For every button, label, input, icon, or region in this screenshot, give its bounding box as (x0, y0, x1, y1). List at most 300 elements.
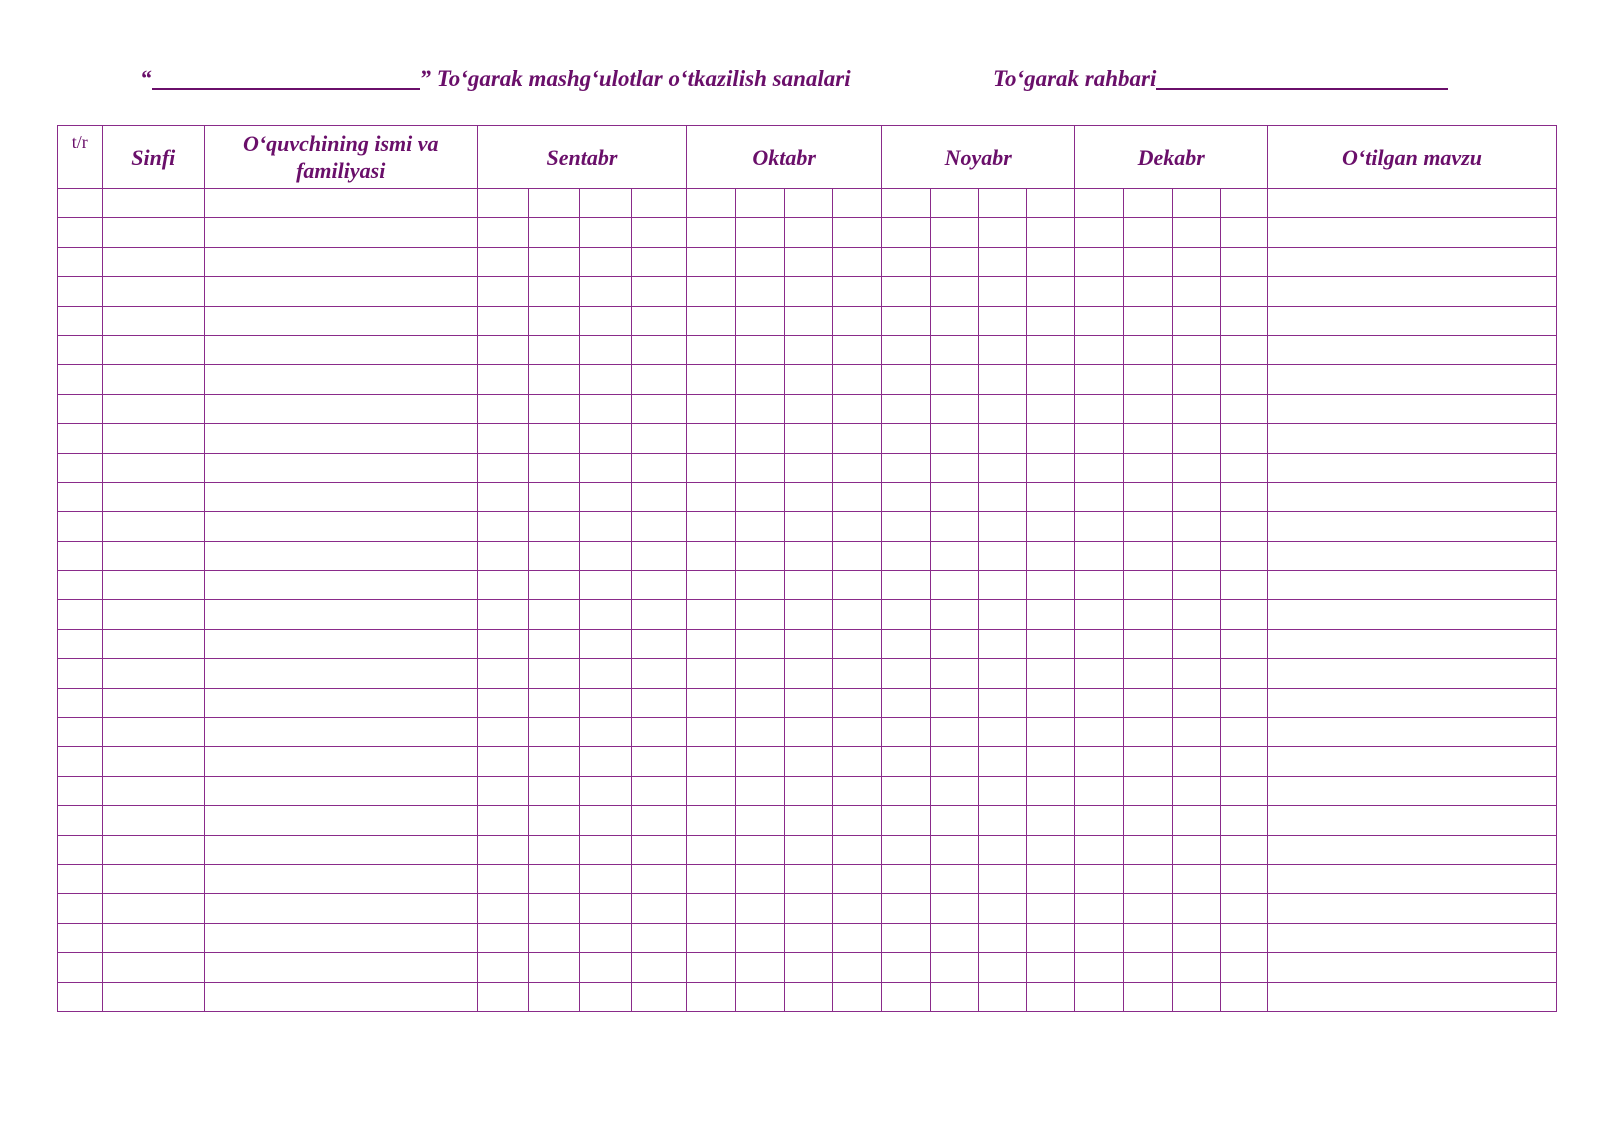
table-cell[interactable] (1124, 659, 1173, 688)
table-cell[interactable] (579, 453, 631, 482)
table-cell[interactable] (631, 982, 687, 1011)
table-cell[interactable] (930, 864, 979, 893)
table-cell[interactable] (631, 894, 687, 923)
table-cell[interactable] (477, 424, 529, 453)
table-cell[interactable] (1268, 365, 1557, 394)
table-cell[interactable] (930, 982, 979, 1011)
table-cell[interactable] (58, 571, 103, 600)
table-cell[interactable] (102, 424, 204, 453)
table-cell[interactable] (1026, 835, 1075, 864)
table-cell[interactable] (1268, 424, 1557, 453)
table-cell[interactable] (102, 806, 204, 835)
table-cell[interactable] (735, 600, 784, 629)
table-cell[interactable] (930, 923, 979, 952)
table-cell[interactable] (735, 571, 784, 600)
table-cell[interactable] (784, 512, 833, 541)
table-cell[interactable] (979, 218, 1027, 247)
table-cell[interactable] (1221, 571, 1268, 600)
table-cell[interactable] (631, 482, 687, 511)
table-cell[interactable] (1026, 541, 1075, 570)
table-cell[interactable] (881, 453, 930, 482)
table-cell[interactable] (1075, 512, 1124, 541)
table-cell[interactable] (477, 718, 529, 747)
table-cell[interactable] (979, 189, 1027, 218)
table-cell[interactable] (631, 718, 687, 747)
table-cell[interactable] (204, 541, 477, 570)
table-cell[interactable] (735, 306, 784, 335)
table-cell[interactable] (930, 659, 979, 688)
table-cell[interactable] (979, 306, 1027, 335)
table-cell[interactable] (833, 659, 882, 688)
table-cell[interactable] (579, 923, 631, 952)
table-cell[interactable] (1075, 982, 1124, 1011)
table-cell[interactable] (529, 277, 580, 306)
table-cell[interactable] (631, 806, 687, 835)
table-cell[interactable] (1026, 747, 1075, 776)
table-cell[interactable] (930, 747, 979, 776)
table-cell[interactable] (102, 718, 204, 747)
table-cell[interactable] (735, 541, 784, 570)
table-cell[interactable] (477, 394, 529, 423)
table-cell[interactable] (102, 776, 204, 805)
table-cell[interactable] (1124, 512, 1173, 541)
table-cell[interactable] (930, 453, 979, 482)
table-cell[interactable] (204, 776, 477, 805)
table-cell[interactable] (579, 776, 631, 805)
table-cell[interactable] (529, 571, 580, 600)
table-cell[interactable] (1268, 306, 1557, 335)
table-cell[interactable] (735, 453, 784, 482)
table-cell[interactable] (833, 512, 882, 541)
table-cell[interactable] (102, 306, 204, 335)
table-cell[interactable] (881, 335, 930, 364)
table-cell[interactable] (1026, 629, 1075, 658)
table-cell[interactable] (881, 659, 930, 688)
table-cell[interactable] (687, 306, 736, 335)
table-cell[interactable] (477, 512, 529, 541)
table-cell[interactable] (735, 864, 784, 893)
table-cell[interactable] (579, 541, 631, 570)
table-cell[interactable] (833, 365, 882, 394)
table-cell[interactable] (735, 806, 784, 835)
table-cell[interactable] (631, 424, 687, 453)
table-cell[interactable] (1172, 482, 1221, 511)
table-cell[interactable] (930, 600, 979, 629)
table-cell[interactable] (687, 365, 736, 394)
table-cell[interactable] (833, 747, 882, 776)
table-cell[interactable] (1026, 306, 1075, 335)
table-cell[interactable] (1124, 953, 1173, 982)
table-cell[interactable] (930, 365, 979, 394)
table-cell[interactable] (529, 629, 580, 658)
table-cell[interactable] (579, 365, 631, 394)
table-cell[interactable] (1268, 512, 1557, 541)
table-cell[interactable] (735, 659, 784, 688)
table-cell[interactable] (979, 482, 1027, 511)
table-cell[interactable] (1268, 982, 1557, 1011)
table-cell[interactable] (930, 806, 979, 835)
table-cell[interactable] (1124, 424, 1173, 453)
table-cell[interactable] (529, 482, 580, 511)
table-cell[interactable] (687, 864, 736, 893)
table-cell[interactable] (529, 718, 580, 747)
table-cell[interactable] (1026, 218, 1075, 247)
table-cell[interactable] (204, 688, 477, 717)
table-cell[interactable] (579, 953, 631, 982)
table-cell[interactable] (204, 512, 477, 541)
table-cell[interactable] (735, 394, 784, 423)
table-cell[interactable] (58, 335, 103, 364)
table-cell[interactable] (631, 953, 687, 982)
table-cell[interactable] (477, 776, 529, 805)
table-cell[interactable] (1026, 776, 1075, 805)
table-cell[interactable] (1221, 688, 1268, 717)
table-cell[interactable] (784, 718, 833, 747)
table-cell[interactable] (784, 453, 833, 482)
table-cell[interactable] (1075, 306, 1124, 335)
table-cell[interactable] (631, 747, 687, 776)
table-cell[interactable] (1221, 629, 1268, 658)
table-cell[interactable] (833, 688, 882, 717)
table-cell[interactable] (1124, 306, 1173, 335)
table-cell[interactable] (979, 923, 1027, 952)
table-cell[interactable] (1075, 747, 1124, 776)
table-cell[interactable] (1124, 189, 1173, 218)
table-cell[interactable] (102, 629, 204, 658)
table-cell[interactable] (102, 247, 204, 276)
table-cell[interactable] (1026, 864, 1075, 893)
table-cell[interactable] (204, 335, 477, 364)
table-cell[interactable] (687, 982, 736, 1011)
table-cell[interactable] (102, 335, 204, 364)
table-cell[interactable] (979, 394, 1027, 423)
table-cell[interactable] (204, 218, 477, 247)
table-cell[interactable] (1221, 923, 1268, 952)
table-cell[interactable] (529, 776, 580, 805)
table-cell[interactable] (833, 277, 882, 306)
table-cell[interactable] (881, 277, 930, 306)
table-cell[interactable] (204, 982, 477, 1011)
table-cell[interactable] (1172, 277, 1221, 306)
table-cell[interactable] (930, 424, 979, 453)
table-cell[interactable] (1221, 482, 1268, 511)
table-cell[interactable] (930, 394, 979, 423)
table-cell[interactable] (1221, 365, 1268, 394)
table-cell[interactable] (631, 923, 687, 952)
table-cell[interactable] (477, 335, 529, 364)
leader-name-blank[interactable] (1156, 66, 1448, 90)
table-cell[interactable] (979, 453, 1027, 482)
table-cell[interactable] (687, 659, 736, 688)
table-cell[interactable] (1221, 953, 1268, 982)
table-cell[interactable] (529, 688, 580, 717)
table-cell[interactable] (631, 864, 687, 893)
table-cell[interactable] (477, 541, 529, 570)
table-cell[interactable] (1172, 218, 1221, 247)
table-cell[interactable] (687, 835, 736, 864)
table-cell[interactable] (1221, 218, 1268, 247)
table-cell[interactable] (833, 864, 882, 893)
table-cell[interactable] (1221, 247, 1268, 276)
table-cell[interactable] (102, 482, 204, 511)
table-cell[interactable] (58, 247, 103, 276)
table-cell[interactable] (1268, 482, 1557, 511)
table-cell[interactable] (579, 806, 631, 835)
table-cell[interactable] (529, 923, 580, 952)
table-cell[interactable] (881, 629, 930, 658)
table-cell[interactable] (579, 306, 631, 335)
table-cell[interactable] (881, 953, 930, 982)
table-cell[interactable] (102, 394, 204, 423)
table-cell[interactable] (1075, 189, 1124, 218)
table-cell[interactable] (1268, 864, 1557, 893)
table-cell[interactable] (735, 953, 784, 982)
table-cell[interactable] (979, 776, 1027, 805)
table-cell[interactable] (204, 894, 477, 923)
table-cell[interactable] (833, 306, 882, 335)
table-cell[interactable] (735, 335, 784, 364)
table-cell[interactable] (784, 335, 833, 364)
table-cell[interactable] (833, 453, 882, 482)
table-cell[interactable] (687, 277, 736, 306)
table-cell[interactable] (58, 453, 103, 482)
table-cell[interactable] (1026, 365, 1075, 394)
table-cell[interactable] (204, 864, 477, 893)
table-cell[interactable] (881, 923, 930, 952)
table-cell[interactable] (1221, 835, 1268, 864)
table-cell[interactable] (1172, 424, 1221, 453)
table-cell[interactable] (1221, 394, 1268, 423)
table-cell[interactable] (477, 864, 529, 893)
table-cell[interactable] (204, 277, 477, 306)
table-cell[interactable] (833, 571, 882, 600)
table-cell[interactable] (833, 335, 882, 364)
table-cell[interactable] (735, 982, 784, 1011)
table-cell[interactable] (784, 806, 833, 835)
table-cell[interactable] (631, 306, 687, 335)
table-cell[interactable] (204, 747, 477, 776)
table-cell[interactable] (1026, 688, 1075, 717)
table-cell[interactable] (833, 394, 882, 423)
table-cell[interactable] (1268, 571, 1557, 600)
table-cell[interactable] (979, 600, 1027, 629)
table-cell[interactable] (1124, 982, 1173, 1011)
table-cell[interactable] (1268, 776, 1557, 805)
table-cell[interactable] (1172, 776, 1221, 805)
table-cell[interactable] (784, 982, 833, 1011)
table-cell[interactable] (687, 189, 736, 218)
table-cell[interactable] (687, 953, 736, 982)
table-cell[interactable] (58, 218, 103, 247)
table-cell[interactable] (1124, 277, 1173, 306)
table-cell[interactable] (58, 394, 103, 423)
table-cell[interactable] (58, 600, 103, 629)
table-cell[interactable] (784, 277, 833, 306)
table-cell[interactable] (1026, 424, 1075, 453)
table-cell[interactable] (58, 835, 103, 864)
table-cell[interactable] (58, 718, 103, 747)
table-cell[interactable] (204, 424, 477, 453)
table-cell[interactable] (1221, 600, 1268, 629)
table-cell[interactable] (204, 189, 477, 218)
table-cell[interactable] (881, 218, 930, 247)
table-cell[interactable] (102, 688, 204, 717)
table-cell[interactable] (204, 365, 477, 394)
table-cell[interactable] (979, 424, 1027, 453)
table-cell[interactable] (1268, 747, 1557, 776)
table-cell[interactable] (631, 629, 687, 658)
table-cell[interactable] (881, 688, 930, 717)
table-cell[interactable] (1172, 453, 1221, 482)
table-cell[interactable] (784, 629, 833, 658)
table-cell[interactable] (687, 247, 736, 276)
table-cell[interactable] (784, 864, 833, 893)
table-cell[interactable] (579, 335, 631, 364)
club-name-blank[interactable] (152, 66, 420, 90)
table-cell[interactable] (477, 571, 529, 600)
table-cell[interactable] (1221, 189, 1268, 218)
table-cell[interactable] (1172, 306, 1221, 335)
table-cell[interactable] (881, 894, 930, 923)
table-cell[interactable] (1124, 629, 1173, 658)
table-cell[interactable] (477, 982, 529, 1011)
table-cell[interactable] (1075, 541, 1124, 570)
table-cell[interactable] (1268, 894, 1557, 923)
table-cell[interactable] (1268, 600, 1557, 629)
table-cell[interactable] (579, 277, 631, 306)
table-cell[interactable] (529, 189, 580, 218)
table-cell[interactable] (102, 189, 204, 218)
table-cell[interactable] (1221, 659, 1268, 688)
table-cell[interactable] (102, 747, 204, 776)
table-cell[interactable] (930, 189, 979, 218)
table-cell[interactable] (687, 512, 736, 541)
table-cell[interactable] (58, 747, 103, 776)
table-cell[interactable] (1268, 277, 1557, 306)
table-cell[interactable] (979, 571, 1027, 600)
table-cell[interactable] (833, 600, 882, 629)
table-cell[interactable] (58, 189, 103, 218)
table-cell[interactable] (477, 453, 529, 482)
table-cell[interactable] (1075, 776, 1124, 805)
table-cell[interactable] (687, 629, 736, 658)
table-cell[interactable] (735, 218, 784, 247)
table-cell[interactable] (735, 424, 784, 453)
table-cell[interactable] (687, 453, 736, 482)
table-cell[interactable] (58, 424, 103, 453)
table-cell[interactable] (735, 718, 784, 747)
table-cell[interactable] (631, 365, 687, 394)
table-cell[interactable] (1172, 512, 1221, 541)
table-cell[interactable] (979, 541, 1027, 570)
table-cell[interactable] (579, 189, 631, 218)
table-cell[interactable] (979, 953, 1027, 982)
table-cell[interactable] (979, 747, 1027, 776)
table-cell[interactable] (1124, 247, 1173, 276)
table-cell[interactable] (1124, 571, 1173, 600)
table-cell[interactable] (687, 688, 736, 717)
table-cell[interactable] (833, 424, 882, 453)
table-cell[interactable] (1026, 659, 1075, 688)
table-cell[interactable] (579, 571, 631, 600)
table-cell[interactable] (784, 894, 833, 923)
table-cell[interactable] (1172, 659, 1221, 688)
table-cell[interactable] (1124, 688, 1173, 717)
table-cell[interactable] (1026, 394, 1075, 423)
table-cell[interactable] (833, 923, 882, 952)
table-cell[interactable] (1124, 835, 1173, 864)
table-cell[interactable] (687, 718, 736, 747)
table-cell[interactable] (204, 835, 477, 864)
table-cell[interactable] (833, 629, 882, 658)
table-cell[interactable] (1221, 806, 1268, 835)
table-cell[interactable] (979, 335, 1027, 364)
table-cell[interactable] (735, 894, 784, 923)
table-cell[interactable] (58, 541, 103, 570)
table-cell[interactable] (833, 482, 882, 511)
table-cell[interactable] (979, 864, 1027, 893)
table-cell[interactable] (1268, 394, 1557, 423)
table-cell[interactable] (784, 600, 833, 629)
table-cell[interactable] (1026, 806, 1075, 835)
table-cell[interactable] (529, 335, 580, 364)
table-cell[interactable] (979, 659, 1027, 688)
table-cell[interactable] (784, 189, 833, 218)
table-cell[interactable] (102, 453, 204, 482)
table-cell[interactable] (833, 218, 882, 247)
table-cell[interactable] (477, 600, 529, 629)
table-cell[interactable] (204, 629, 477, 658)
table-cell[interactable] (979, 835, 1027, 864)
table-cell[interactable] (1172, 953, 1221, 982)
table-cell[interactable] (1221, 718, 1268, 747)
table-cell[interactable] (1075, 806, 1124, 835)
table-cell[interactable] (1075, 923, 1124, 952)
table-cell[interactable] (881, 394, 930, 423)
table-cell[interactable] (529, 541, 580, 570)
table-cell[interactable] (58, 776, 103, 805)
table-cell[interactable] (735, 365, 784, 394)
table-cell[interactable] (1075, 953, 1124, 982)
table-cell[interactable] (204, 453, 477, 482)
table-cell[interactable] (204, 571, 477, 600)
table-cell[interactable] (1124, 335, 1173, 364)
table-cell[interactable] (1172, 247, 1221, 276)
table-cell[interactable] (1172, 747, 1221, 776)
table-cell[interactable] (631, 659, 687, 688)
table-cell[interactable] (930, 953, 979, 982)
table-cell[interactable] (930, 541, 979, 570)
table-cell[interactable] (1268, 953, 1557, 982)
table-cell[interactable] (58, 688, 103, 717)
table-cell[interactable] (477, 923, 529, 952)
table-cell[interactable] (1026, 335, 1075, 364)
table-cell[interactable] (477, 688, 529, 717)
table-cell[interactable] (687, 335, 736, 364)
table-cell[interactable] (1124, 894, 1173, 923)
table-cell[interactable] (1124, 806, 1173, 835)
table-cell[interactable] (930, 482, 979, 511)
table-cell[interactable] (833, 247, 882, 276)
table-cell[interactable] (979, 718, 1027, 747)
table-cell[interactable] (477, 306, 529, 335)
table-cell[interactable] (881, 424, 930, 453)
table-cell[interactable] (204, 306, 477, 335)
table-cell[interactable] (1026, 982, 1075, 1011)
table-cell[interactable] (1172, 541, 1221, 570)
table-cell[interactable] (631, 218, 687, 247)
table-cell[interactable] (881, 541, 930, 570)
